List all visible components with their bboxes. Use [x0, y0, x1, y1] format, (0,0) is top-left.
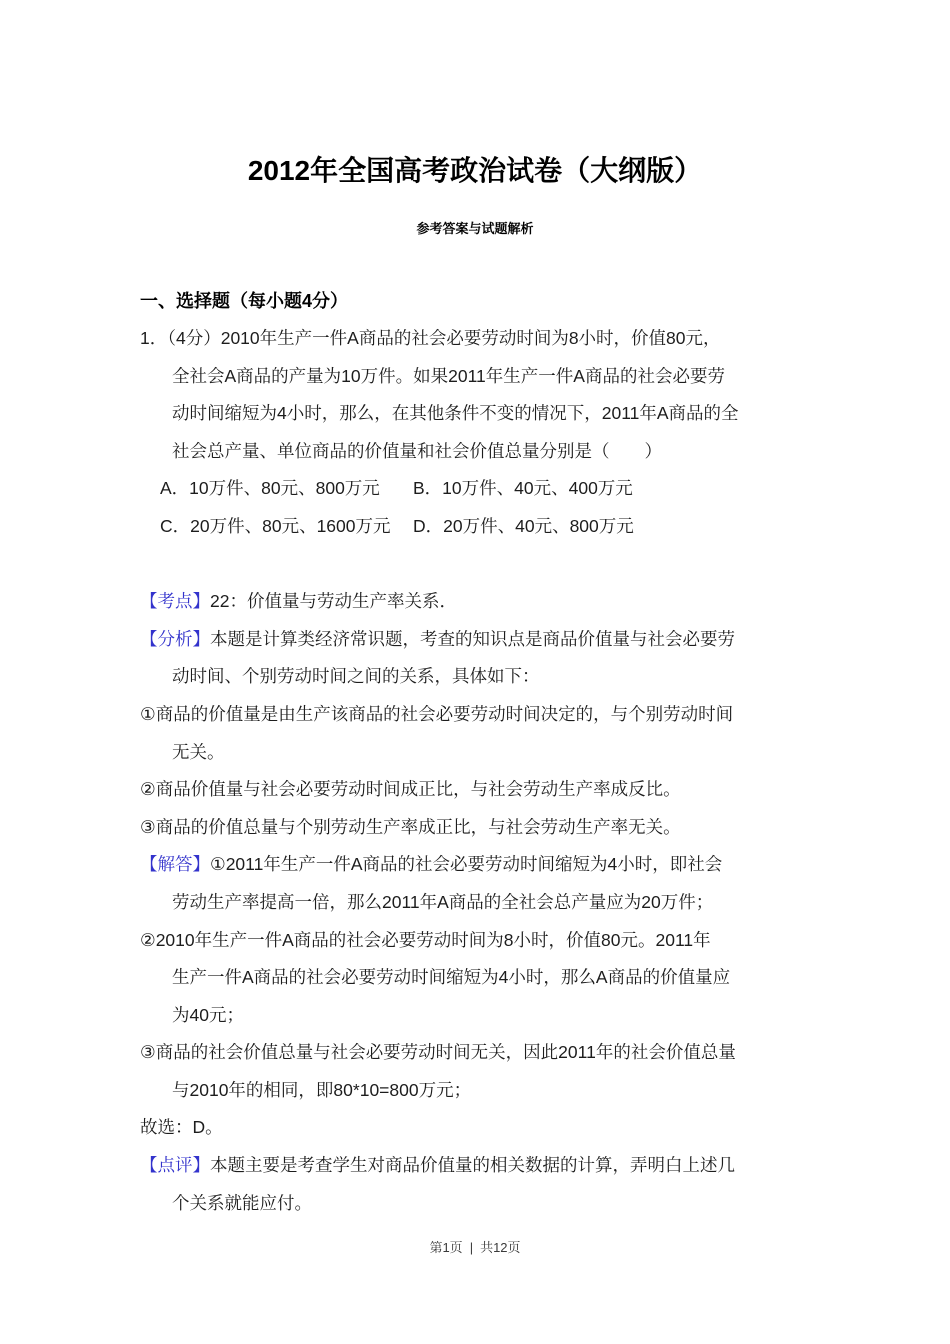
- line-text: ①2011年生产一件A商品的社会必要劳动时间缩短为4小时，即社会: [210, 854, 723, 875]
- line-text: ①商品的价值量是由生产该商品的社会必要劳动时间决定的，与个别劳动时间: [140, 703, 734, 724]
- text-line: [140, 734, 834, 772]
- option-cell: A．10万件、80元、800万元: [160, 478, 380, 499]
- line-text: 为40元；: [172, 1004, 244, 1025]
- option-cell: D．20万件、40元、800万元: [413, 515, 634, 536]
- text-line: [140, 884, 834, 922]
- footer-total-pages: 共12页: [480, 1240, 521, 1255]
- line-text: 动时间、个别劳动时间之间的关系，具体如下：: [172, 666, 540, 687]
- line-text: 无关。: [172, 741, 225, 762]
- footer-page-number: 第1页: [429, 1240, 463, 1255]
- line-text: 1．（4分）2010年生产一件A商品的社会必要劳动时间为8小时，价值80元，: [140, 328, 721, 348]
- option-cell: B．10万件、40元、400万元: [413, 478, 633, 499]
- text-line: [140, 959, 834, 997]
- text-line: [140, 658, 834, 696]
- text-line: [140, 1034, 834, 1072]
- bracket-tag: 【解答】: [140, 854, 210, 875]
- line-text: 劳动生产率提高一倍，那么2011年A商品的全社会总产量应为20万件；: [172, 891, 714, 912]
- line-text: 全社会A商品的产量为10万件。如果2011年生产一件A商品的社会必要劳: [172, 365, 725, 386]
- text-line: [140, 1185, 834, 1223]
- text-line: [140, 358, 834, 396]
- tagged-line: [140, 583, 834, 621]
- line-text: 社会总产量、单位商品的价值量和社会价值总量分别是（ ）: [172, 440, 662, 461]
- answer-analysis-body: [140, 320, 834, 1222]
- text-line: [140, 997, 834, 1035]
- blank-line: [140, 546, 834, 584]
- section-heading: 一、选择题（每小题4分）: [140, 291, 349, 311]
- line-text: 22：价值量与劳动生产率关系．: [210, 591, 457, 612]
- line-text: 生产一件A商品的社会必要劳动时间缩短为4小时，那么A商品的价值量应: [172, 967, 731, 988]
- line-text: 故选：D。: [140, 1117, 223, 1138]
- page-footer: [0, 1238, 950, 1258]
- document-content: [0, 282, 950, 1222]
- text-line: [140, 696, 834, 734]
- text-line: [140, 922, 834, 960]
- line-text: 本题是计算类经济常识题，考查的知识点是商品价值量与社会必要劳: [210, 628, 735, 649]
- option-cell: C．20万件、80元、1600万元: [160, 515, 391, 536]
- text-line: [140, 1109, 834, 1147]
- line-text: ②2010年生产一件A商品的社会必要劳动时间为8小时，价值80元。2011年: [140, 929, 711, 950]
- text-line: [140, 771, 834, 809]
- line-text: ③商品的社会价值总量与社会必要劳动时间无关，因此2011年的社会价值总量: [140, 1042, 736, 1063]
- doc-subtitle: 参考答案与试题解析: [416, 221, 534, 236]
- bracket-tag: 【考点】: [140, 591, 210, 612]
- options-row: [140, 470, 834, 508]
- text-line: [140, 395, 834, 433]
- bracket-tag: 【分析】: [140, 628, 210, 649]
- footer-divider: |: [469, 1240, 474, 1255]
- tagged-line: [140, 1147, 834, 1185]
- line-text: ③商品的价值总量与个别劳动生产率成正比，与社会劳动生产率无关。: [140, 816, 681, 837]
- tagged-line: [140, 846, 834, 884]
- text-line: [140, 809, 834, 847]
- tagged-line: [140, 621, 834, 659]
- text-line: [140, 1072, 834, 1110]
- line-text: 本题主要是考查学生对商品价值量的相关数据的计算，弄明白上述几: [210, 1155, 735, 1176]
- text-line: [140, 433, 834, 471]
- options-row: [140, 508, 834, 546]
- line-text: 与2010年的相同，即80*10=800万元；: [172, 1079, 472, 1100]
- bracket-tag: 【点评】: [140, 1155, 210, 1176]
- line-text: 动时间缩短为4小时，那么，在其他条件不变的情况下，2011年A商品的全: [172, 403, 739, 424]
- line-text: 个关系就能应付。: [172, 1192, 312, 1213]
- text-line: [140, 320, 834, 358]
- line-text: ②商品价值量与社会必要劳动时间成正比，与社会劳动生产率成反比。: [140, 779, 681, 800]
- doc-title: 2012年全国高考政治试卷（大纲版）: [247, 155, 703, 186]
